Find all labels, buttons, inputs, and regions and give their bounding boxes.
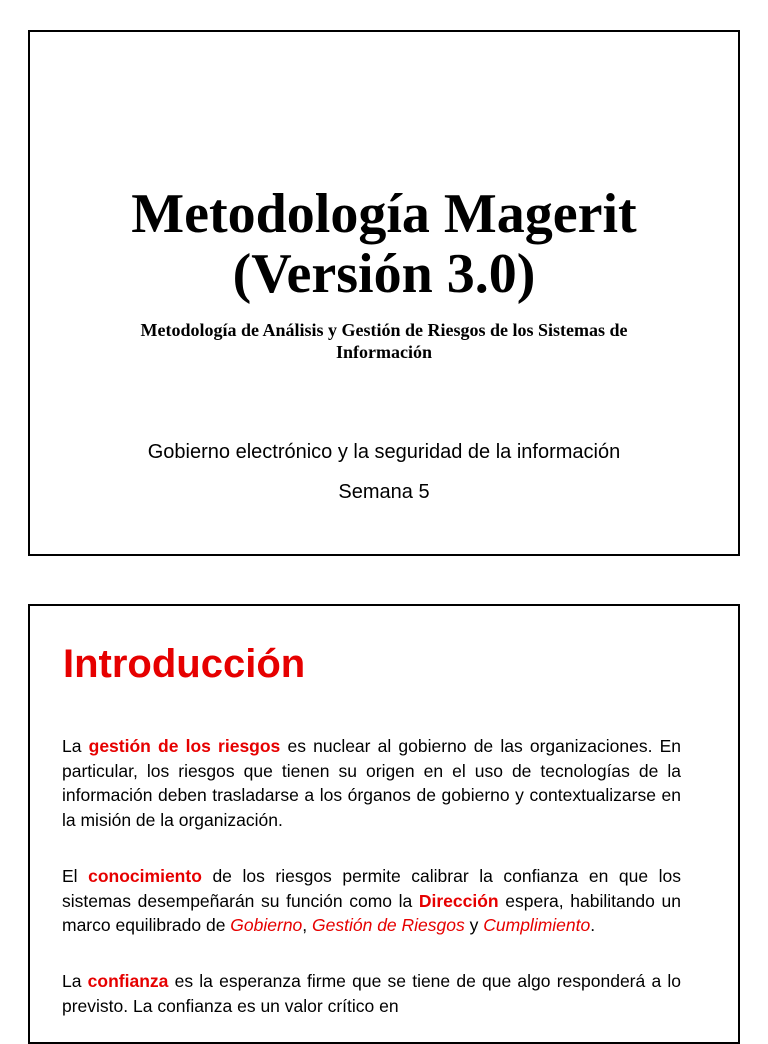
subtitle-line-1: Metodología de Análisis y Gestión de Riesgos de los Sistemas de xyxy=(140,320,628,340)
emphasis-term: Cumplimiento xyxy=(483,915,591,935)
emphasis-term: Gobierno xyxy=(230,915,303,935)
paragraph-confidence xyxy=(62,969,681,1018)
title-line-1: Metodología Magerit xyxy=(131,183,637,245)
slide-subtitle xyxy=(50,319,718,363)
intro-heading: Introducción xyxy=(63,642,306,686)
paragraph-risk-management xyxy=(62,734,681,832)
highlight-term: Dirección xyxy=(418,890,499,911)
subtitle-line-2: Información xyxy=(336,342,432,362)
text-run: es nuclear al gobierno de las organizaciones. En particular, los riesgos que tienen su origen en el uso de tecnologías de la información deben trasladarse a los órganos de gobierno y contextualizarse en la misión de la organización. xyxy=(62,736,681,830)
title-slide xyxy=(28,30,740,556)
text-run: La xyxy=(62,971,88,991)
course-name: Gobierno electrónico y la seguridad de la información xyxy=(147,441,621,463)
text-run: , xyxy=(302,915,313,935)
emphasis-term: Gestión de Riesgos xyxy=(312,915,465,935)
intro-slide xyxy=(28,604,740,1044)
paragraph-knowledge xyxy=(62,864,681,938)
title-line-2: (Versión 3.0) xyxy=(232,243,536,305)
week-label: Semana 5 xyxy=(338,481,430,503)
text-run: . xyxy=(590,915,596,935)
highlight-term: confianza xyxy=(87,971,169,991)
highlight-term: conocimiento xyxy=(88,866,202,886)
text-run: espera, habilitando un marco equilibrado de xyxy=(62,890,681,935)
text-run: La xyxy=(62,736,89,756)
text-run: de los riesgos permite calibrar la confianza en que los sistemas desempeñarán su función como la xyxy=(62,866,681,911)
highlight-term: gestión de los riesgos xyxy=(88,736,281,756)
slide-title xyxy=(30,184,738,304)
text-run: es la esperanza firme que se tiene de que algo responderá a lo previsto. La confianza es un valor crítico en xyxy=(62,971,682,1016)
text-run: El xyxy=(62,866,89,886)
text-run: y xyxy=(464,915,484,935)
